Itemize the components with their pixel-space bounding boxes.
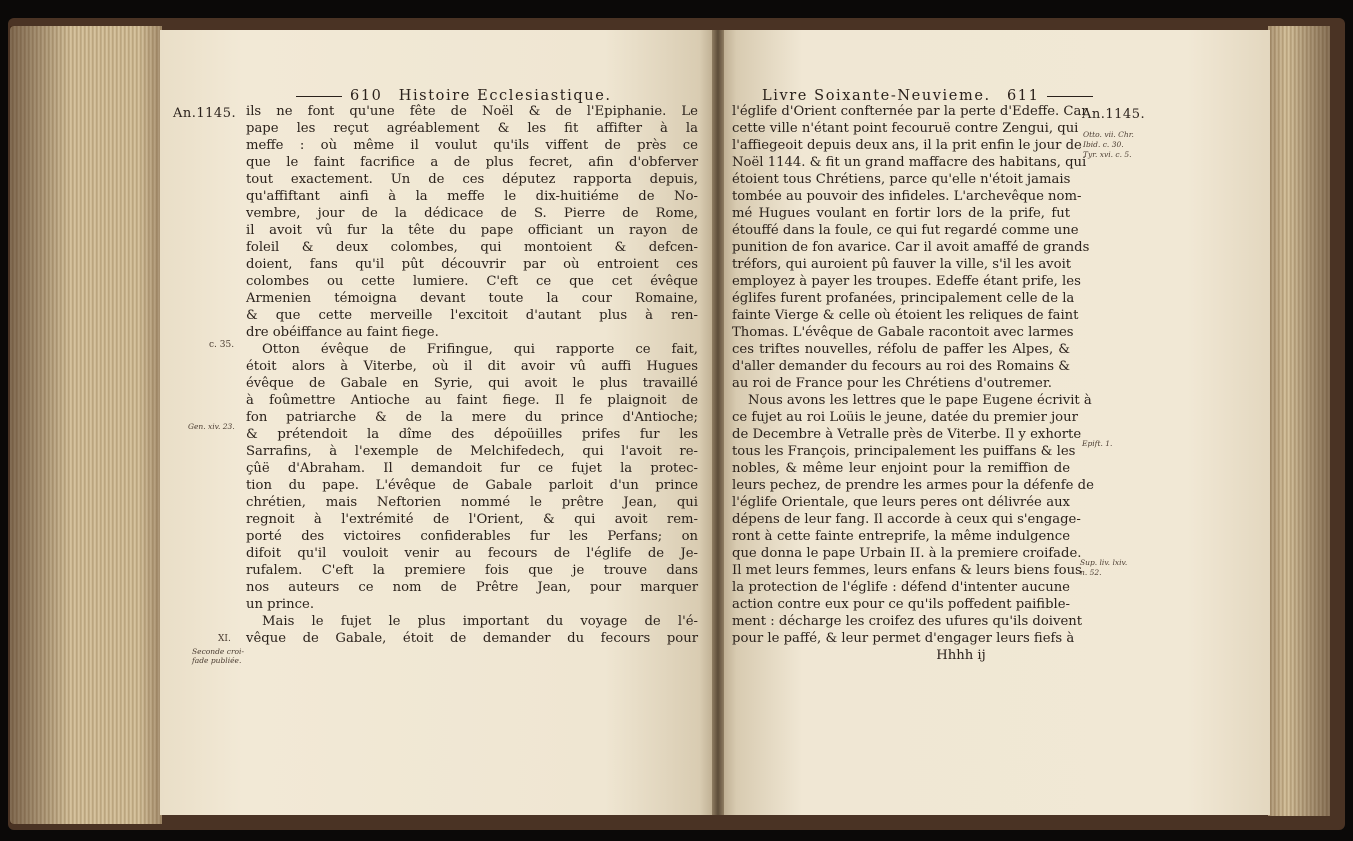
text-line: étoit alors à Viterbe, où il dit avoir vû auffi Hugues	[246, 359, 698, 374]
margin-note-epist: Epift. 1.	[1082, 439, 1113, 448]
margin-note-otto-1: Otto. vii. Chr.	[1083, 130, 1134, 139]
right-page-number: 611	[1006, 88, 1040, 104]
header-rule	[1047, 96, 1093, 97]
text-line: il avoit vû fur la tête du pape officiant un rayon de	[246, 223, 698, 238]
page-signature: Hhhh ij	[936, 648, 986, 663]
text-line: vêque de Gabale, étoit de demander du fecours pour	[246, 631, 698, 646]
left-page-edges	[10, 26, 162, 824]
margin-note-sup-2: n. 52.	[1080, 568, 1102, 577]
text-line: action contre eux pour ce qu'ils poffedent paifible-	[732, 597, 1070, 612]
margin-note-c35: c. 35.	[209, 340, 235, 350]
book-gutter	[712, 30, 724, 815]
text-line: & prétendoit la dîme des dépoüilles prifes fur les	[246, 427, 698, 442]
text-line: ment : décharge les croifez des ufures qu'ils doivent	[732, 614, 1083, 629]
margin-note-genesis: Gen. xiv. 23.	[188, 422, 235, 431]
text-line: pape les reçut agréablement & les fit affifter à la	[246, 121, 698, 136]
text-line: nos auteurs ce nom de Prêtre Jean, pour marquer	[246, 580, 698, 595]
text-line: meffe : où même il voulut qu'ils viffent de près ce	[246, 138, 698, 153]
text-line: tombée au pouvoir des infideles. L'archevêque nom-	[732, 189, 1082, 204]
text-line: l'affiegeoit depuis deux ans, il la prit enfin le jour de	[732, 138, 1082, 153]
text-line: la protection de l'églife : défend d'intenter aucune	[732, 580, 1070, 595]
left-page-body	[246, 103, 698, 647]
text-line: foleil & deux colombes, qui montoient & defcen-	[246, 240, 698, 255]
margin-note-otto-2: Ibid. c. 30.	[1083, 140, 1124, 149]
text-line: Nous avons les lettres que le pape Eugene écrivit à	[748, 393, 1092, 408]
right-page-header	[762, 88, 1101, 104]
text-line: regnoit à l'extrémité de l'Orient, & qui avoit rem-	[246, 512, 698, 527]
text-line: porté des victoires confiderables fur les Perfans; on	[246, 529, 698, 544]
text-line: tout exactement. Un de ces députez rapporta depuis,	[246, 172, 698, 187]
text-line: fon patriarche & de la mere du prince d'Antioche;	[246, 410, 698, 425]
text-line: ils ne font qu'une fête de Noël & de l'Epiphanie. Le	[246, 104, 698, 119]
text-line: Il met leurs femmes, leurs enfans & leurs biens fous	[732, 563, 1082, 578]
right-page-edges	[1268, 26, 1330, 816]
text-line: au roi de France pour les Chrétiens d'outremer.	[732, 376, 1052, 391]
text-line: cette ville n'étant point fecouruë contre Zengui, qui	[732, 121, 1079, 136]
text-line: pour le paffé, & leur permet d'engager leurs fiefs à	[732, 631, 1075, 646]
text-line: employez à payer les troupes. Edeffe étant prife, les	[732, 274, 1081, 289]
section-number: XI.	[218, 634, 231, 644]
text-line: Thomas. L'évêque de Gabale racontoit avec larmes	[732, 325, 1074, 340]
text-line: doient, fans qu'il pût découvrir par où entroient ces	[246, 257, 698, 272]
text-line: l'églife d'Orient confternée par la perte d'Edeffe. Car	[732, 104, 1088, 119]
text-line: étouffé dans la foule, ce qui fut regardé comme une	[732, 223, 1079, 238]
right-margin-year: An.1145.	[1082, 107, 1146, 122]
text-line: Sarrafins, à l'exemple de Melchifedech, qui l'avoit re-	[246, 444, 698, 459]
left-page-number: 610	[350, 88, 383, 104]
text-line: & que cette merveille l'excitoit d'autant plus à ren-	[246, 308, 698, 323]
text-line: un prince.	[246, 597, 315, 612]
header-rule	[296, 96, 342, 97]
text-line: rufalem. C'eft la premiere fois que je trouve dans	[246, 563, 698, 578]
text-line: que donna le pape Urbain II. à la premiere croifade.	[732, 546, 1082, 561]
margin-note-sup-1: Sup. liv. lxiv.	[1080, 558, 1128, 567]
text-line: qu'affiftant ainfi à la meffe le dix-huitiéme de No-	[246, 189, 698, 204]
text-line: vembre, jour de la dédicace de S. Pierre de Rome,	[246, 206, 698, 221]
text-line: dre obéiffance au faint fiege.	[246, 325, 439, 340]
text-line: à foûmettre Antioche au faint fiege. Il fe plaignoit de	[246, 393, 698, 408]
text-line: ront à cette fainte entreprife, la même indulgence	[732, 529, 1070, 544]
margin-note-otto-3: Tyr. xvi. c. 5.	[1083, 150, 1132, 159]
text-line: tion du pape. L'évêque de Gabale parloit d'un prince	[246, 478, 698, 493]
text-line: dépens de leur fang. Il accorde à ceux qui s'engage-	[732, 512, 1081, 527]
section-title-line-2: fade publiée.	[192, 656, 242, 665]
text-line: punition de fon avarice. Car il avoit amaffé de grands	[732, 240, 1090, 255]
text-line: Armenien témoigna devant toute la cour Romaine,	[246, 291, 698, 306]
left-running-title: Histoire Ecclesiastique.	[398, 88, 612, 104]
text-line: de Decembre à Vetralle près de Viterbe. Il y exhorte	[732, 427, 1082, 442]
text-line: ces triftes nouvelles, réfolu de paffer les Alpes, &	[732, 342, 1070, 357]
text-line: Otton évêque de Frifingue, qui rapporte ce fait,	[262, 342, 698, 357]
text-line: que le faint facrifice a de plus fecret, afin d'obferver	[246, 155, 698, 170]
text-line: Mais le fujet le plus important du voyage de l'é-	[262, 614, 698, 629]
text-line: tous les François, principalement les puiffans & les	[732, 444, 1076, 459]
text-line: évêque de Gabale en Syrie, qui avoit le plus travaillé	[246, 376, 698, 391]
section-title-line-1: Seconde croi-	[192, 647, 244, 656]
text-line: l'églife Orientale, que leurs peres ont délivrée aux	[732, 495, 1070, 510]
text-line: leurs pechez, de prendre les armes pour la défenfe de	[732, 478, 1094, 493]
text-line: ce fujet au roi Loüis le jeune, datée du premier jour	[732, 410, 1078, 425]
text-line: chrétien, mais Neftorien nommé le prêtre Jean, qui	[246, 495, 698, 510]
right-running-title: Livre Soixante-Neuvieme.	[762, 88, 991, 104]
left-page-header	[288, 88, 612, 104]
text-line: colombes ou cette lumiere. C'eft ce que cet évêque	[246, 274, 698, 289]
left-margin-year: An.1145.	[173, 106, 237, 121]
text-line: d'aller demander du fecours au roi des Romains &	[732, 359, 1070, 374]
text-line: çûë d'Abraham. Il demandoit fur ce fujet la protec-	[246, 461, 698, 476]
text-line: étoient tous Chrétiens, parce qu'elle n'étoit jamais	[732, 172, 1071, 187]
text-line: tréfors, qui auroient pû fauver la ville, s'il les avoit	[732, 257, 1072, 272]
text-line: mé Hugues voulant en fortir lors de la prife, fut	[732, 206, 1070, 221]
text-line: Noël 1144. & fit un grand maffacre des habitans, qui	[732, 155, 1087, 170]
text-line: églifes furent profanées, principalement celle de la	[732, 291, 1075, 306]
text-line: difoit qu'il vouloit venir au fecours de l'églife de Je-	[246, 546, 698, 561]
text-line: fainte Vierge & celle où étoient les reliques de faint	[732, 308, 1079, 323]
text-line: nobles, & même leur enjoint pour la remiffion de	[732, 461, 1070, 476]
